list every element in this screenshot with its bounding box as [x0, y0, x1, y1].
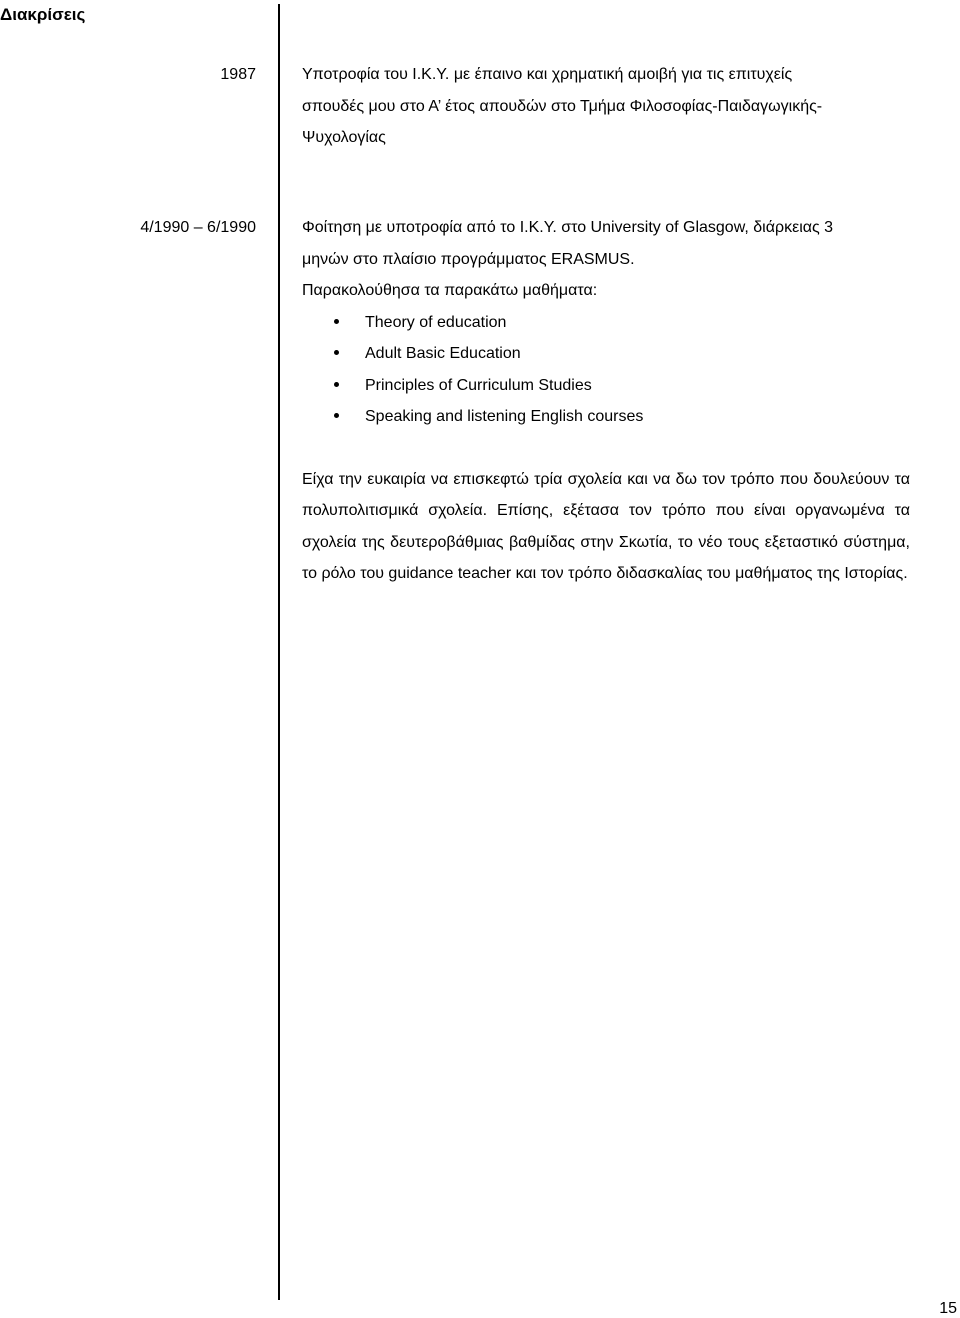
- list-item: Speaking and listening English courses: [302, 401, 910, 433]
- description-line: Ψυχολογίας: [302, 129, 386, 146]
- entry-description: [302, 59, 910, 154]
- description-line: μηνών στο πλαίσιο προγράμματος ERASMUS.: [302, 250, 635, 268]
- description-line: Παρακολούθησα τα παρακάτω μαθήματα:: [302, 282, 598, 299]
- entry-date: 1987: [220, 66, 256, 83]
- list-item: Theory of education: [302, 307, 910, 339]
- experience-paragraph: Είχα την ευκαιρία να επισκεφτώ τρία σχολεία και να δω τον τρόπο που δουλεύουν τα πολυπολιτισμικά σχολεία. Επίσης, εξέτασα τον τρόπο που είναι οργανωμένα τα σχολεία της δευτεροβάθμιας βαθμίδας στην Σκωτία, το νέο τους εξεταστικό σύστημα, το ρόλο του guidance teacher και τον τρόπο διδασκαλίας του μαθήματος της Ιστορίας.: [302, 470, 910, 582]
- list-item: Principles of Curriculum Studies: [302, 370, 910, 402]
- column-divider: [278, 4, 280, 1300]
- section-title: Διακρίσεις: [0, 5, 86, 24]
- entry-date: 4/1990 – 6/1990: [140, 219, 256, 236]
- description-line: Φοίτηση με υποτροφία από το Ι.Κ.Υ. στο University of Glasgow, διάρκειας 3: [302, 219, 834, 236]
- entry-description: [302, 212, 910, 590]
- description-line: σπουδές μου στο Α’ έτος απουδών στο Τμήμα Φιλοσοφίας-Παιδαγωγικής-: [302, 97, 823, 115]
- course-list: [302, 307, 910, 433]
- page-number: 15: [939, 1300, 957, 1317]
- list-item: Adult Basic Education: [302, 338, 910, 370]
- description-line: Υποτροφία του Ι.Κ.Υ. με έπαινο και χρηματική αμοιβή για τις επιτυχείς: [302, 66, 793, 83]
